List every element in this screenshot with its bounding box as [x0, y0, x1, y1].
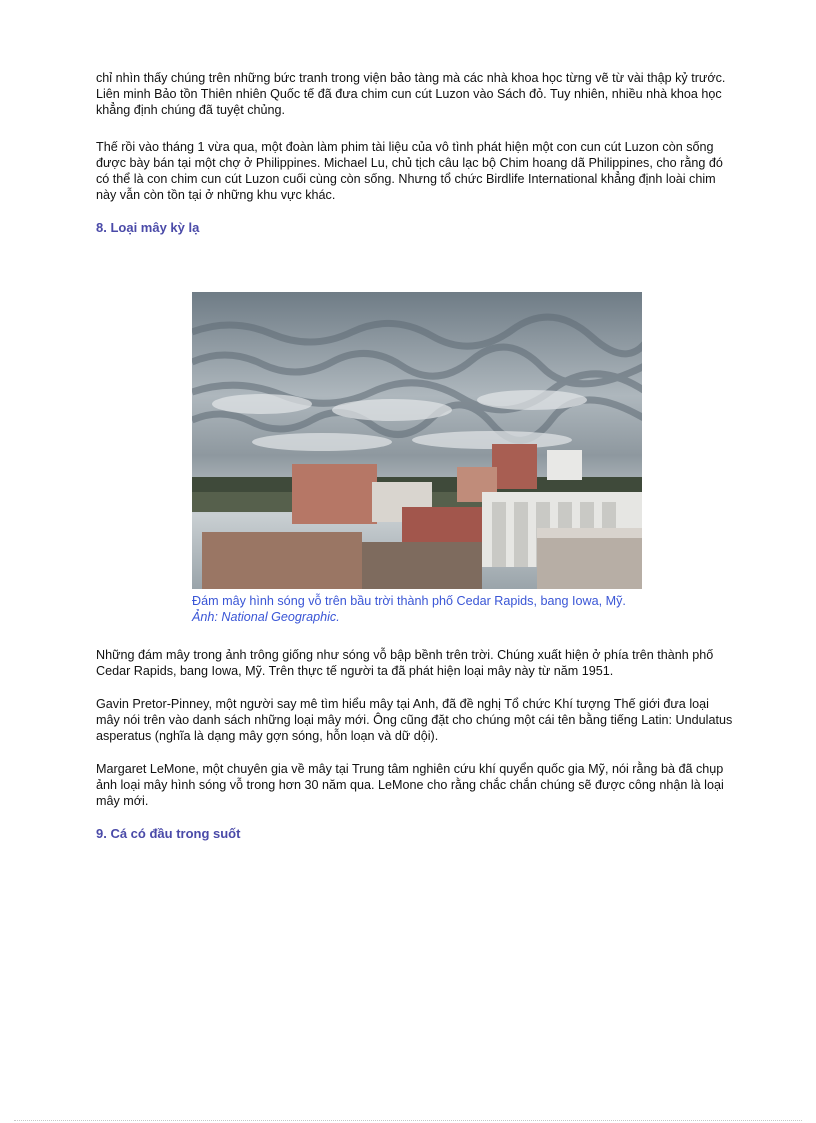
cloud-photo: [192, 292, 642, 589]
section-heading-transparent-fish: 9. Cá có đầu trong suốt: [96, 826, 241, 841]
paragraph-luzon-quail-discovery: Thế rồi vào tháng 1 vừa qua, một đoàn làm phim tài liệu của vô tình phát hiện một con cun cút Luzon còn sống được bày bán tại một chợ ở Philippines. Michael Lu, chủ tịch câu lạc bộ Chim hoang dã Philippines, cho rằng đó có thể là con chim cun cút Luzon cuối cùng còn sống. Nhưng tổ chức Birdlife International khẳng định loài chim này vẫn còn tồn tại ở những khu vực khác.: [96, 140, 723, 202]
photo-caption: [192, 593, 642, 625]
paragraph-cloud-naming: Gavin Pretor-Pinney, một người say mê tìm hiểu mây tại Anh, đã đề nghị Tổ chức Khí tượng Thế giới đưa loại mây nói trên vào danh sách những loại mây mới. Ông cũng đặt cho chúng một cái tên bằng tiếng Latin: Undulatus asperatus (nghĩa là dạng mây gợn sóng, hỗn loạn và dữ dội).: [96, 697, 733, 743]
paragraph-cloud-description: Những đám mây trong ảnh trông giống như sóng vỗ bập bềnh trên trời. Chúng xuất hiện ở phía trên thành phố Cedar Rapids, bang Iowa, Mỹ. Trên thực tế người ta đã phát hiện loại mây này từ năm 1951.: [96, 648, 714, 678]
page-bottom-divider: [14, 1120, 802, 1121]
photo-credit: Ảnh: National Geographic.: [192, 610, 340, 624]
photo-caption-text: Đám mây hình sóng vỗ trên bầu trời thành phố Cedar Rapids, bang Iowa, Mỹ.: [192, 594, 626, 608]
paragraph-luzon-quail-intro: chỉ nhìn thấy chúng trên những bức tranh trong viện bảo tàng mà các nhà khoa học từng vẽ từ vài thập kỷ trước. Liên minh Bảo tồn Thiên nhiên Quốc tế đã đưa chim cun cút Luzon vào Sách đỏ. Tuy nhiên, nhiều nhà khoa học khẳng định chúng đã tuyệt chủng.: [96, 71, 726, 117]
section-heading-strange-cloud: 8. Loại mây kỳ lạ: [96, 220, 200, 235]
cloud-photo-illustration: [192, 292, 642, 589]
paragraph-cloud-expert: Margaret LeMone, một chuyên gia về mây tại Trung tâm nghiên cứu khí quyển quốc gia Mỹ, nói rằng bà đã chụp ảnh loại mây hình sóng vỗ trong hơn 30 năm qua. LeMone cho rằng chắc chắn chúng sẽ được công nhận là loại mây mới.: [96, 762, 724, 808]
